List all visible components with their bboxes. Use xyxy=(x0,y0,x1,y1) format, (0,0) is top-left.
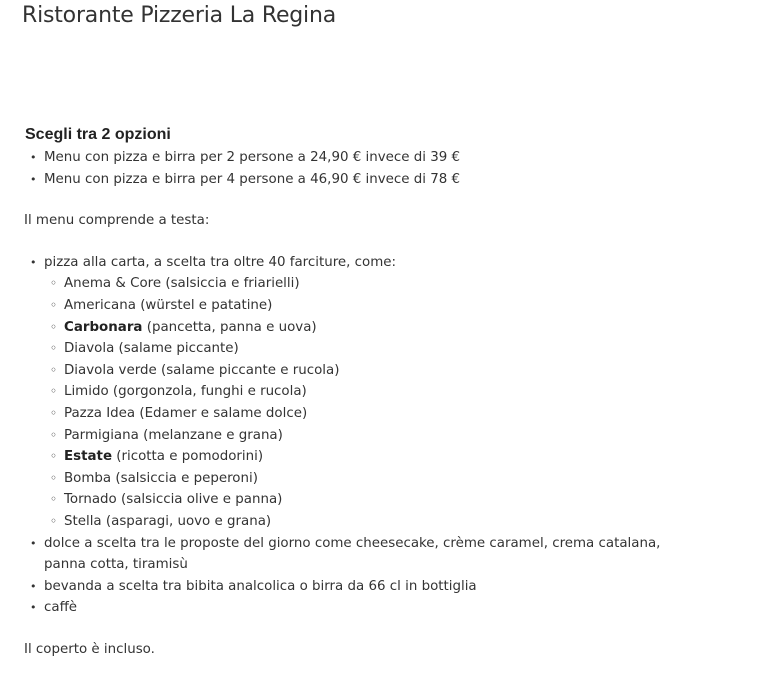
options-heading: Scegli tra 2 opzioni xyxy=(25,126,171,143)
option-item: • Menu con pizza e birra per 2 persone a 24,90 € invece di 39 € xyxy=(24,147,724,169)
pizza-item xyxy=(44,317,724,339)
deal-description xyxy=(24,125,724,660)
menu-intro: Il menu comprende a testa: xyxy=(24,213,210,229)
pizza-name: Diavola xyxy=(64,341,115,357)
pizza-name: Estate xyxy=(64,449,113,465)
pizza-desc: (salame piccante e rucola) xyxy=(156,362,340,378)
pizza-desc: (salame piccante) xyxy=(114,341,239,357)
pizza-name: Stella xyxy=(64,513,102,529)
pizza-desc: (ricotta e pomodorini) xyxy=(112,449,264,465)
pizza-name: Tornado xyxy=(64,492,117,508)
pizza-item xyxy=(44,273,724,295)
pizza-name: Pazza Idea xyxy=(64,405,136,421)
pizza-item xyxy=(44,511,724,533)
pizza-desc: (Edamer e salame dolce) xyxy=(135,405,308,421)
pizza-name: Diavola verde xyxy=(64,362,157,378)
page-title: Ristorante Pizzeria La Regina xyxy=(22,3,336,28)
pizza-name: Anema & Core xyxy=(64,276,162,292)
pizza-name: Parmigiana xyxy=(64,427,139,443)
pizza-item xyxy=(44,403,724,425)
pizza-name: Americana xyxy=(64,297,136,313)
pizza-list xyxy=(44,273,724,532)
menu-item-dessert: • dolce a scelta tra le proposte del giorno come cheesecake, crème caramel, crema catalana, panna cotta, tiramisù xyxy=(24,533,694,576)
pizza-name: Limido xyxy=(64,384,109,400)
pizza-desc: (würstel e patatine) xyxy=(135,297,273,313)
pizza-item xyxy=(44,425,724,447)
pizza-name: Carbonara xyxy=(64,319,143,335)
pizza-item xyxy=(44,295,724,317)
coperto-note: Il coperto è incluso. xyxy=(24,641,155,657)
pizza-item xyxy=(44,446,724,468)
pizza-label: pizza alla carta, a scelta tra oltre 40 farciture, come: xyxy=(44,254,397,270)
pizza-item xyxy=(44,381,724,403)
pizza-name: Bomba xyxy=(64,470,112,486)
menu-item-coffee: • caffè xyxy=(24,597,724,619)
pizza-desc: (salsiccia olive e panna) xyxy=(116,492,283,508)
menu-item-pizza xyxy=(24,252,724,533)
pizza-desc: (asparagi, uovo e grana) xyxy=(101,513,272,529)
pizza-desc: (pancetta, panna e uova) xyxy=(142,319,317,335)
pizza-desc: (salsiccia e friarielli) xyxy=(161,276,300,292)
menu-item-drink: • bevanda a scelta tra bibita analcolica o birra da 66 cl in bottiglia xyxy=(24,576,724,598)
pizza-item xyxy=(44,360,724,382)
pizza-desc: (melanzane e grana) xyxy=(138,427,283,443)
pizza-desc: (salsiccia e peperoni) xyxy=(111,470,258,486)
pizza-item xyxy=(44,489,724,511)
pizza-item xyxy=(44,468,724,490)
option-item: • Menu con pizza e birra per 4 persone a 46,90 € invece di 78 € xyxy=(24,169,724,191)
menu-list xyxy=(24,252,724,619)
options-list xyxy=(24,147,724,190)
pizza-item xyxy=(44,338,724,360)
pizza-desc: (gorgonzola, funghi e rucola) xyxy=(108,384,307,400)
